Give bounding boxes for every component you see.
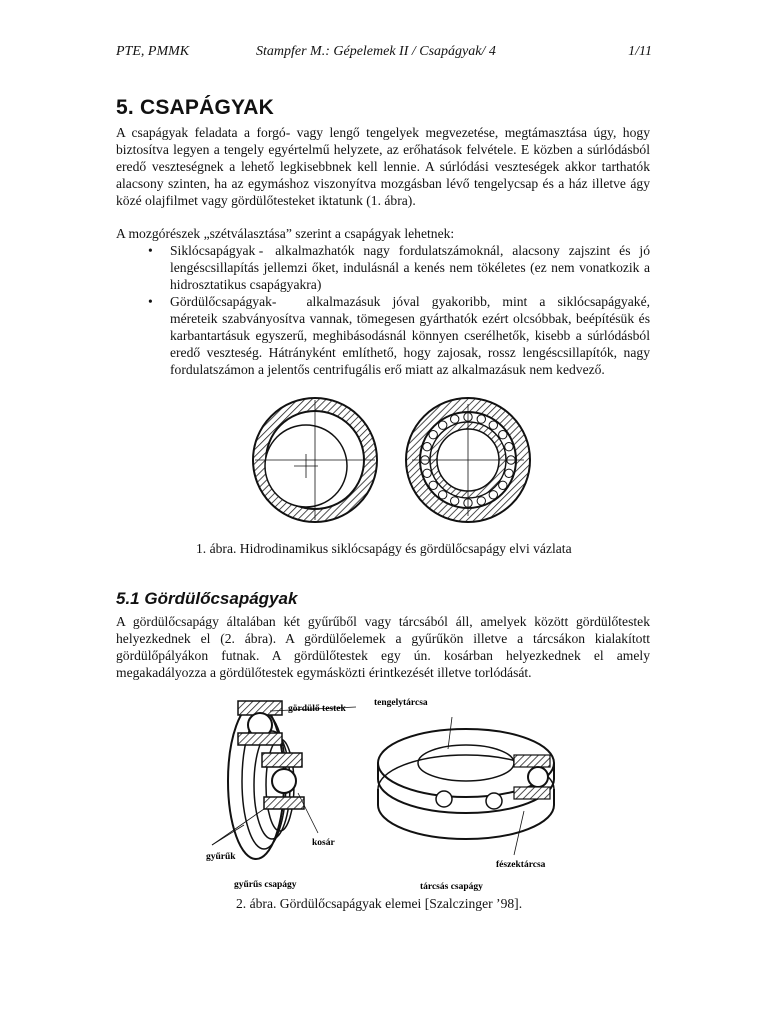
list-item-text: alkalmazásuk jóval gyakoribb, mint a siklócsapágyaké, méreteik szabványosítva vannak, tömegesen gyárthatók ezért olcsóbbak, beépítésük és karbantartásuk egyszerű, meghibásodásnál könnyen cserélhetők, kisebb a súrlódásból eredő veszteség. Hátrányként említhető, hogy zajosak, rossz lengéscsillapítók, nagy fordulatszámon a jelentős centrifugális erő miatt az alkalmazásuk nem kedvező. [170, 294, 650, 377]
label-cage: kosár [312, 838, 335, 848]
figure-1-caption: 1. ábra. Hidrodinamikus siklócsapágy és gördülőcsapágy elvi vázlata [196, 541, 572, 556]
figure-1-bearing-sketch [250, 390, 540, 530]
document-body [116, 96, 650, 912]
rolling-ball [439, 491, 447, 499]
label-thrust-bearing: tárcsás csapágy [420, 882, 483, 892]
rolling-ball [489, 421, 497, 429]
rolling-ball [451, 497, 459, 505]
thrust-bearing-drawing [378, 717, 554, 855]
bullet-icon: • [148, 243, 153, 258]
list-item [116, 293, 650, 378]
list-item [116, 242, 650, 293]
rolling-ball [489, 491, 497, 499]
rolling-ball [505, 443, 513, 451]
rolling-ball [429, 431, 437, 439]
rolling-ball [505, 469, 513, 477]
list-item-text: alkalmazhatók nagy fordulatszámoknál, alacsony zajszint és jó lengéscsillapítás jellemzi őket, indulásnál a kenés nem tökéletes (ez nem vonatkozik a hidrosztatikus csapágyakra) [170, 243, 650, 292]
rolling-ball [477, 497, 485, 505]
radial-bearing-drawing [212, 701, 356, 859]
label-housing-disc: fészektárcsa [496, 860, 546, 870]
header-title: Stampfer M.: Gépelemek II / Csapágyak/ 4 [256, 44, 496, 59]
label-radial-bearing: gyűrűs csapágy [234, 880, 297, 890]
subsection-title: 5.1 Gördülőcsapágyak [116, 589, 298, 608]
figure-2-bearing-elements [204, 693, 564, 893]
header-institution: PTE, PMMK [116, 44, 190, 59]
list-item-term: Siklócsapágyak - [170, 243, 264, 258]
rolling-ball [423, 443, 431, 451]
label-shaft-disc: tengelytárcsa [374, 698, 428, 708]
rolling-ball [477, 415, 485, 423]
types-intro-paragraph: A mozgórészek „szétválasztása” szerint a csapágyak lehetnek: [116, 226, 455, 241]
rolling-ball [499, 481, 507, 489]
plain-bearing-drawing [253, 398, 377, 522]
rolling-ball [429, 481, 437, 489]
rolling-ball [451, 415, 459, 423]
label-rings: gyűrűk [206, 852, 236, 862]
rolling-bearing-paragraph: A gördülőcsapágy általában két gyűrűből vagy tárcsából áll, amelyek között gördülőtestek helyezkednek el (2. ábra). A gördülőelemek a gyűrűkön illetve a tárcsákon kialakított gördülőpályákon futnak. A gördülőtestek egy ún. kosárban helyezkednek el amely megakadályozza a gördülőtestek egymásközti érintkezését illetve torlódását. [116, 614, 650, 680]
bullet-icon: • [148, 294, 153, 309]
rolling-bearing-drawing [406, 398, 530, 522]
label-rolling-bodies: gördülő testek [288, 704, 346, 714]
page-header [116, 44, 652, 64]
rolling-ball [499, 431, 507, 439]
list-item-term: Gördülőcsapágyak- [170, 294, 277, 309]
section-title: 5. CSAPÁGYAK [116, 96, 275, 119]
rolling-ball [439, 421, 447, 429]
bearing-types-list [116, 242, 650, 378]
rolling-ball [423, 469, 431, 477]
intro-paragraph: A csapágyak feladata a forgó- vagy lengő tengelyek megvezetése, megtámasztása úgy, hogy biztosítva legyen a tengely egyértelmű helyzete, az erőhatások felvétele. E közben a súrlódásból eredő veszteségnek a lehető legkisebbnek kell lennie. A súrlódási veszteségek akkor tarthatók alacsony szinten, ha az egymáshoz viszonyítva mozgásban lévő tengelycsap és a ház illetve ágy közé olajfilmet vagy gördülőtesteket iktatunk (1. ábra). [116, 125, 650, 208]
figure-2-caption: 2. ábra. Gördülőcsapágyak elemei [Szalczinger ’98]. [236, 896, 523, 911]
header-page-number: 1/11 [628, 44, 652, 59]
